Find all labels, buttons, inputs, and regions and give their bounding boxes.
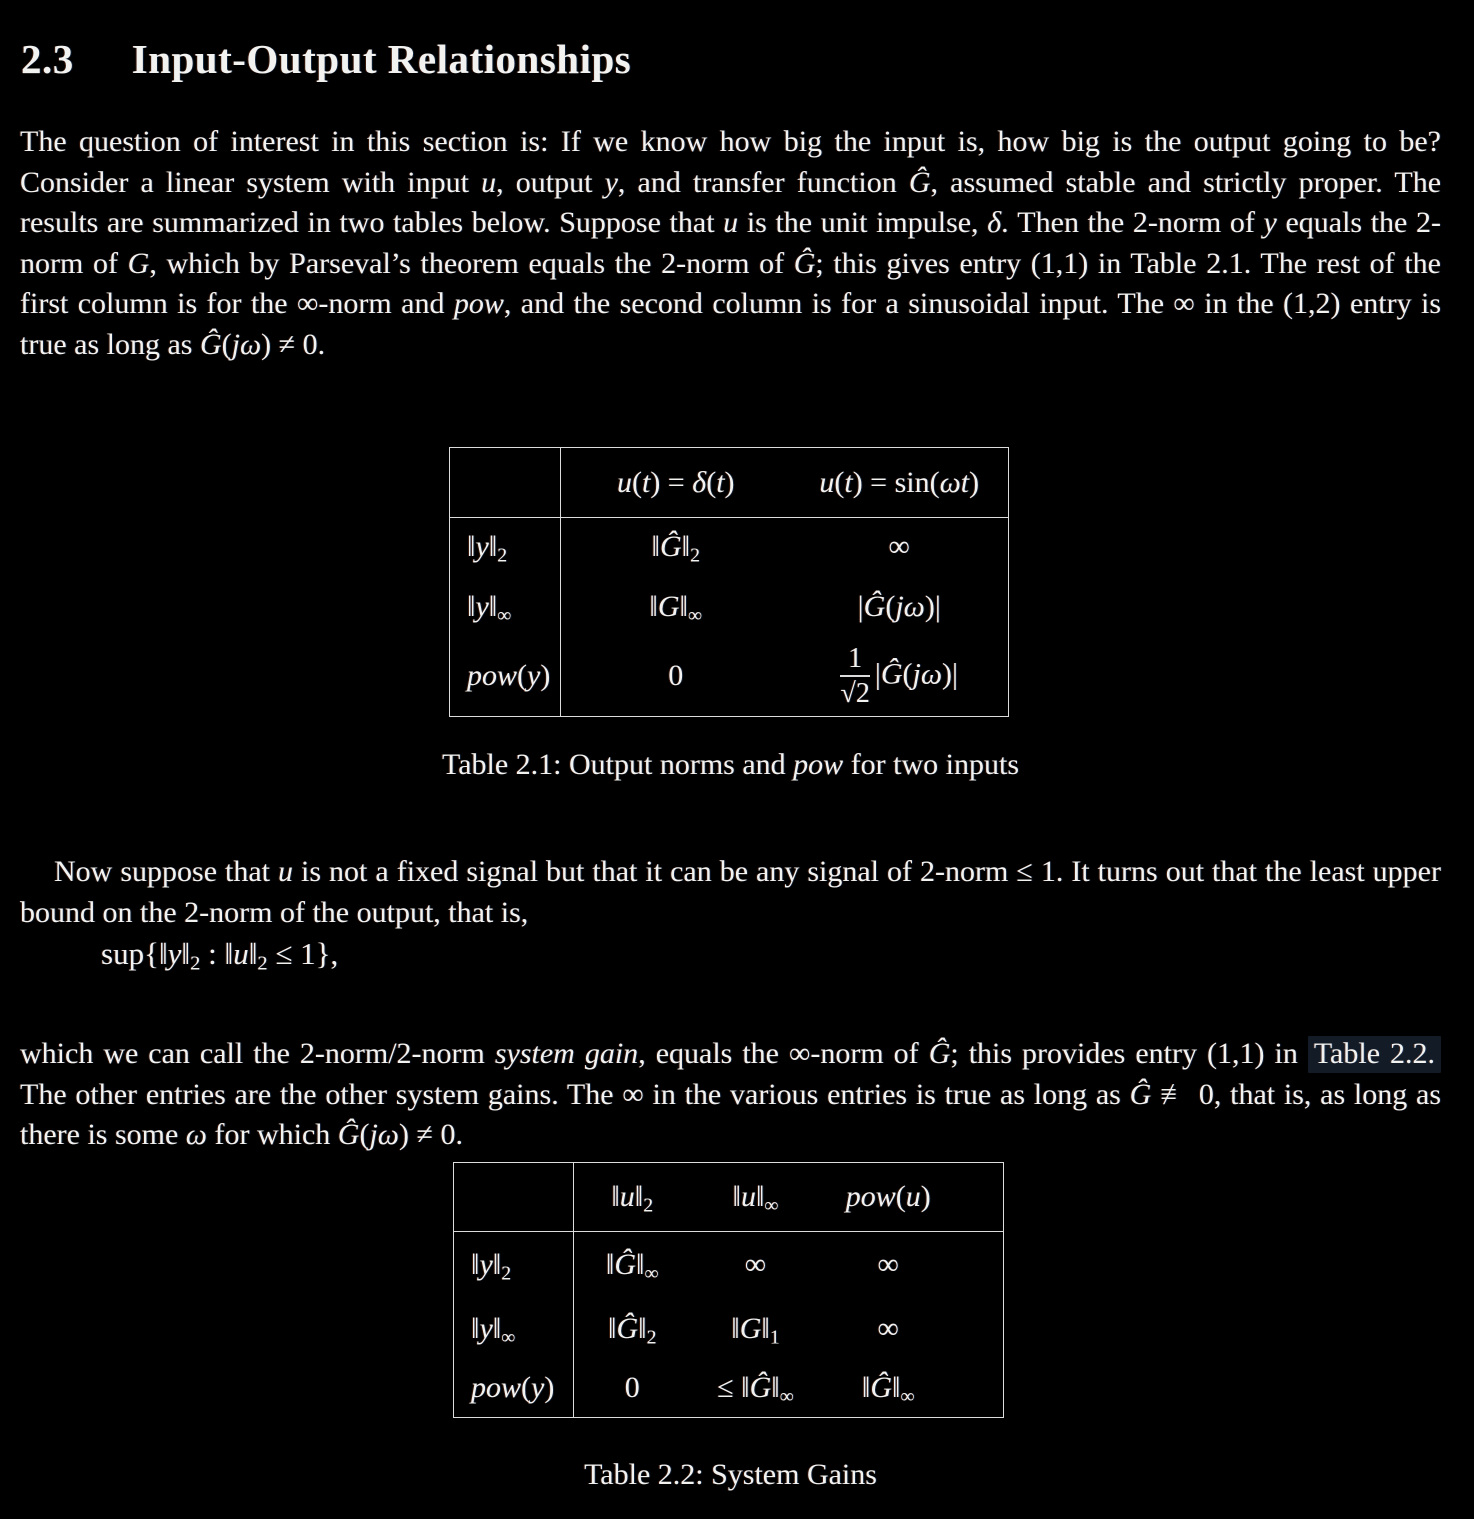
table-2-1-corner-cell [450, 448, 561, 518]
table-row [454, 1359, 1004, 1418]
table-cell: ∞ [744, 1248, 767, 1282]
table-cell: $‖G‖_\infty$ [649, 589, 703, 627]
table-2-2-col-header-uinf: $‖u‖_\infty$ [691, 1163, 821, 1232]
table-2-2 [453, 1162, 1004, 1418]
table-cell: $‖Ĝ‖_2$ [608, 1311, 657, 1349]
row-label-pow-y: pow(y) [454, 1359, 574, 1418]
table-cell: 0 [624, 1370, 640, 1404]
section-heading [21, 35, 631, 83]
row-label-y-2norm: $‖y‖_2$ [450, 518, 561, 577]
table-2-1-caption: Table 2.1: Output norms and pow for two inputs [441, 748, 1020, 781]
table-row [454, 1232, 1004, 1299]
fraction-numerator: 1 [840, 644, 869, 678]
table-cell: ∞ [877, 1311, 899, 1345]
paragraph-intro: The question of interest in this section is: If we know how big the input is, how big is the output going to be? Consider a linear system with input u, output y, and transfer function Ĝ, assumed stable and strictly proper. The results are summarized in two tables below. Suppose that u is the unit impulse, δ. Then the 2-norm of y equals the 2-norm of G, which by Parseval’s theorem equals the 2-norm of Ĝ; this gives entry (1,1) in Table 2.1. The rest of the first column is for the ∞-norm and pow, and the second column is for a sinusoidal input. The ∞ in the (1,2) entry is true as long as Ĝ(jω) ≠ 0. [20, 125, 1442, 361]
table-cell: |Ĝ(jω)| [857, 589, 941, 623]
table-cell: ≤ $‖Ĝ‖_\infty$ [717, 1370, 794, 1408]
row-label-y-infnorm: $‖y‖_\infty$ [450, 577, 561, 637]
table-2-1-header-row [450, 448, 1009, 518]
table-2-2-col-header-powu: pow(u) [821, 1163, 1004, 1232]
table-cell: $‖Ĝ‖_2$ [651, 530, 700, 567]
fraction-coefficient: |Ĝ(jω)| [874, 657, 959, 691]
section-title: Input-Output Relationships [131, 36, 632, 83]
paragraph-system-gain [20, 1034, 1441, 1156]
fraction [840, 644, 869, 709]
table-2-2-col-header-u2: $‖u‖_2$ [574, 1163, 691, 1232]
table-cell: ∞ [888, 530, 910, 564]
table-2-2-link[interactable]: Table 2.2. [1308, 1036, 1441, 1073]
paragraph-text-before-link: which we can call the 2-norm/2-norm system gain, equals the ∞-norm of Ĝ; this provides entry (1,1) in [20, 1037, 1308, 1070]
table-cell: 0 [668, 659, 684, 693]
table-2-1-col-header-sine: u(t) = sin(ωt) [791, 448, 1009, 518]
row-label-y-infnorm: $‖y‖_\infty$ [454, 1299, 574, 1359]
table-row [454, 1299, 1004, 1359]
paragraph-text-after-link: The other entries are the other system gains. The ∞ in the various entries is true as long as Ĝ ≢ 0, that is, as long as there is some ω for which Ĝ(jω) ≠ 0. [20, 1077, 1441, 1152]
table-cell: $‖Ĝ‖_\infty$ [861, 1370, 915, 1408]
row-label-pow-y: pow(y) [450, 637, 561, 717]
table-2-2-corner-cell [454, 1163, 574, 1232]
table-2-1 [449, 447, 1009, 717]
table-cell: $‖G‖_1$ [731, 1311, 780, 1349]
table-2-2-caption: Table 2.2: System Gains [584, 1458, 877, 1491]
table-2-1-col-header-impulse: u(t) = δ(t) [561, 448, 791, 518]
section-number: 2.3 [21, 36, 74, 83]
table-cell: $‖Ĝ‖_\infty$ [605, 1248, 659, 1285]
sup-equation: $sup\{‖y‖_2$ : $‖u‖_2 \le 1$}, [101, 936, 339, 975]
table-row [450, 518, 1009, 577]
fraction-denominator: √2 [840, 678, 870, 710]
table-cell-fraction [791, 637, 1009, 717]
table-row [450, 577, 1009, 637]
row-label-y-2norm: $‖y‖_2$ [454, 1232, 574, 1299]
table-row [450, 637, 1009, 717]
table-cell: ∞ [877, 1248, 899, 1282]
table-2-2-header-row [454, 1163, 1004, 1232]
paragraph-now-suppose: Now suppose that u is not a fixed signal but that it can be any signal of 2-norm ≤ 1. It turns out that the least upper bound on the 2-norm of the output, that is, [20, 855, 1441, 929]
